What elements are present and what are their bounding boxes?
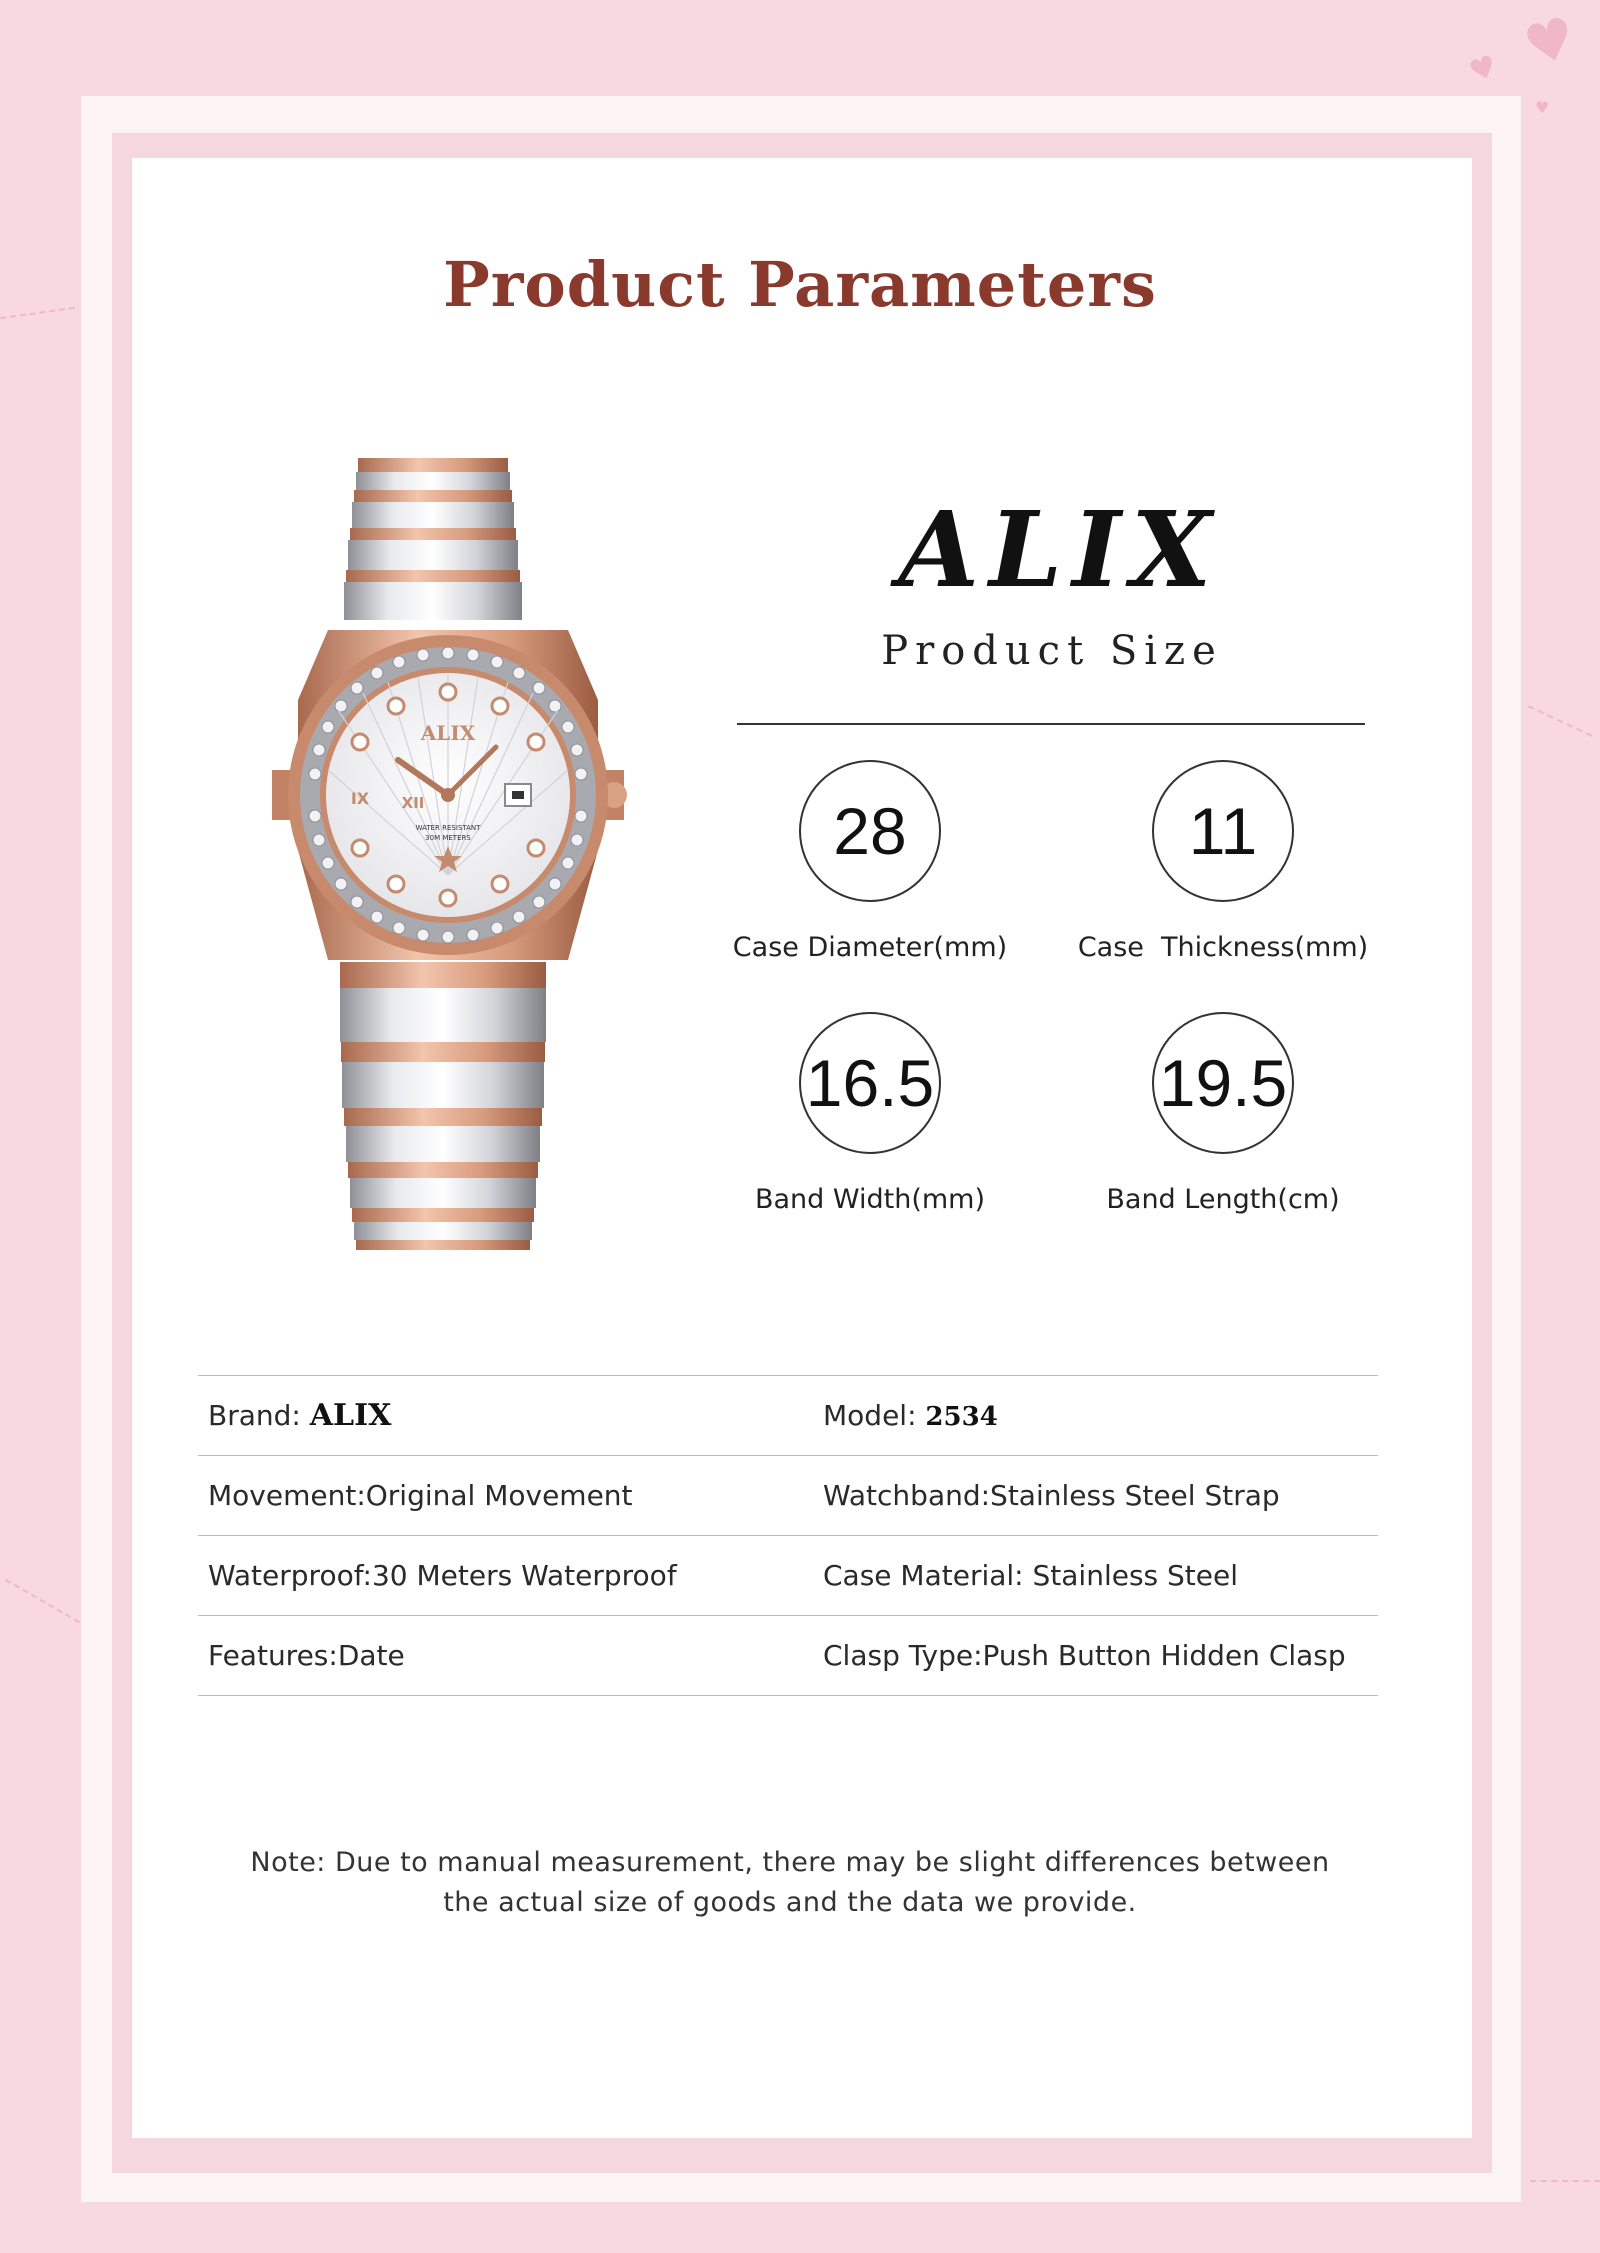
metric-value: 28 [799, 760, 941, 902]
heart-icon: ♥ [1535, 98, 1550, 117]
spec-waterproof: Waterproof:30 Meters Waterproof [208, 1559, 677, 1592]
spec-features: Features:Date [208, 1639, 405, 1672]
metric-band-width [700, 1012, 1040, 1215]
heart-icon: ♥ [1464, 48, 1503, 91]
spec-brand: Brand: ALIX [208, 1398, 392, 1433]
product-size-heading: Product Size [881, 628, 1223, 674]
spec-model: Model: 2534 [823, 1399, 998, 1432]
metric-band-length [1053, 1012, 1393, 1215]
svg-text:IX: IX [350, 789, 370, 808]
heart-icon: ♥ [1517, 4, 1583, 81]
metric-value: 19.5 [1152, 1012, 1294, 1154]
svg-text:XII: XII [401, 794, 425, 812]
metric-label: Case Diameter(mm) [732, 932, 1008, 963]
metric-case-thickness [1053, 760, 1393, 963]
measurement-note: Note: Due to manual measurement, there may be slight differences between the actual size of goods and the data we provide. [250, 1847, 1330, 1918]
dial-water-resistant: WATER RESISTANT [415, 824, 481, 832]
metric-label: Band Width(mm) [754, 1184, 985, 1215]
table-row [198, 1376, 1378, 1456]
spec-clasp-type: Clasp Type:Push Button Hidden Clasp [823, 1639, 1346, 1672]
spec-watchband: Watchband:Stainless Steel Strap [823, 1479, 1280, 1512]
metric-case-diameter [700, 760, 1040, 963]
metric-value: 11 [1152, 760, 1294, 902]
spec-movement: Movement:Original Movement [208, 1479, 633, 1512]
dial-brand: ALIX [420, 721, 476, 745]
table-row [198, 1536, 1378, 1616]
dial-meters: 30M METERS [425, 834, 471, 842]
brand-logo [860, 500, 1260, 600]
metric-label: Band Length(cm) [1106, 1184, 1340, 1215]
watch-image [268, 450, 628, 1250]
page-title: Product Parameters [443, 248, 1157, 321]
decorative-dash-line [5, 1579, 80, 1623]
spec-case-material: Case Material: Stainless Steel [823, 1559, 1239, 1592]
metric-label: Case Thickness(mm) [1077, 932, 1369, 963]
brand-value: ALIX [309, 1398, 392, 1433]
size-divider [737, 723, 1365, 725]
table-row [198, 1616, 1378, 1696]
brand-logo-text: ALIX [898, 500, 1222, 600]
metric-value: 16.5 [799, 1012, 941, 1154]
table-row [198, 1456, 1378, 1536]
decorative-dash-line [1528, 705, 1592, 736]
model-value: 2534 [925, 1402, 998, 1432]
decorative-dash-line [1530, 2180, 1600, 2182]
spec-table [198, 1375, 1378, 1696]
